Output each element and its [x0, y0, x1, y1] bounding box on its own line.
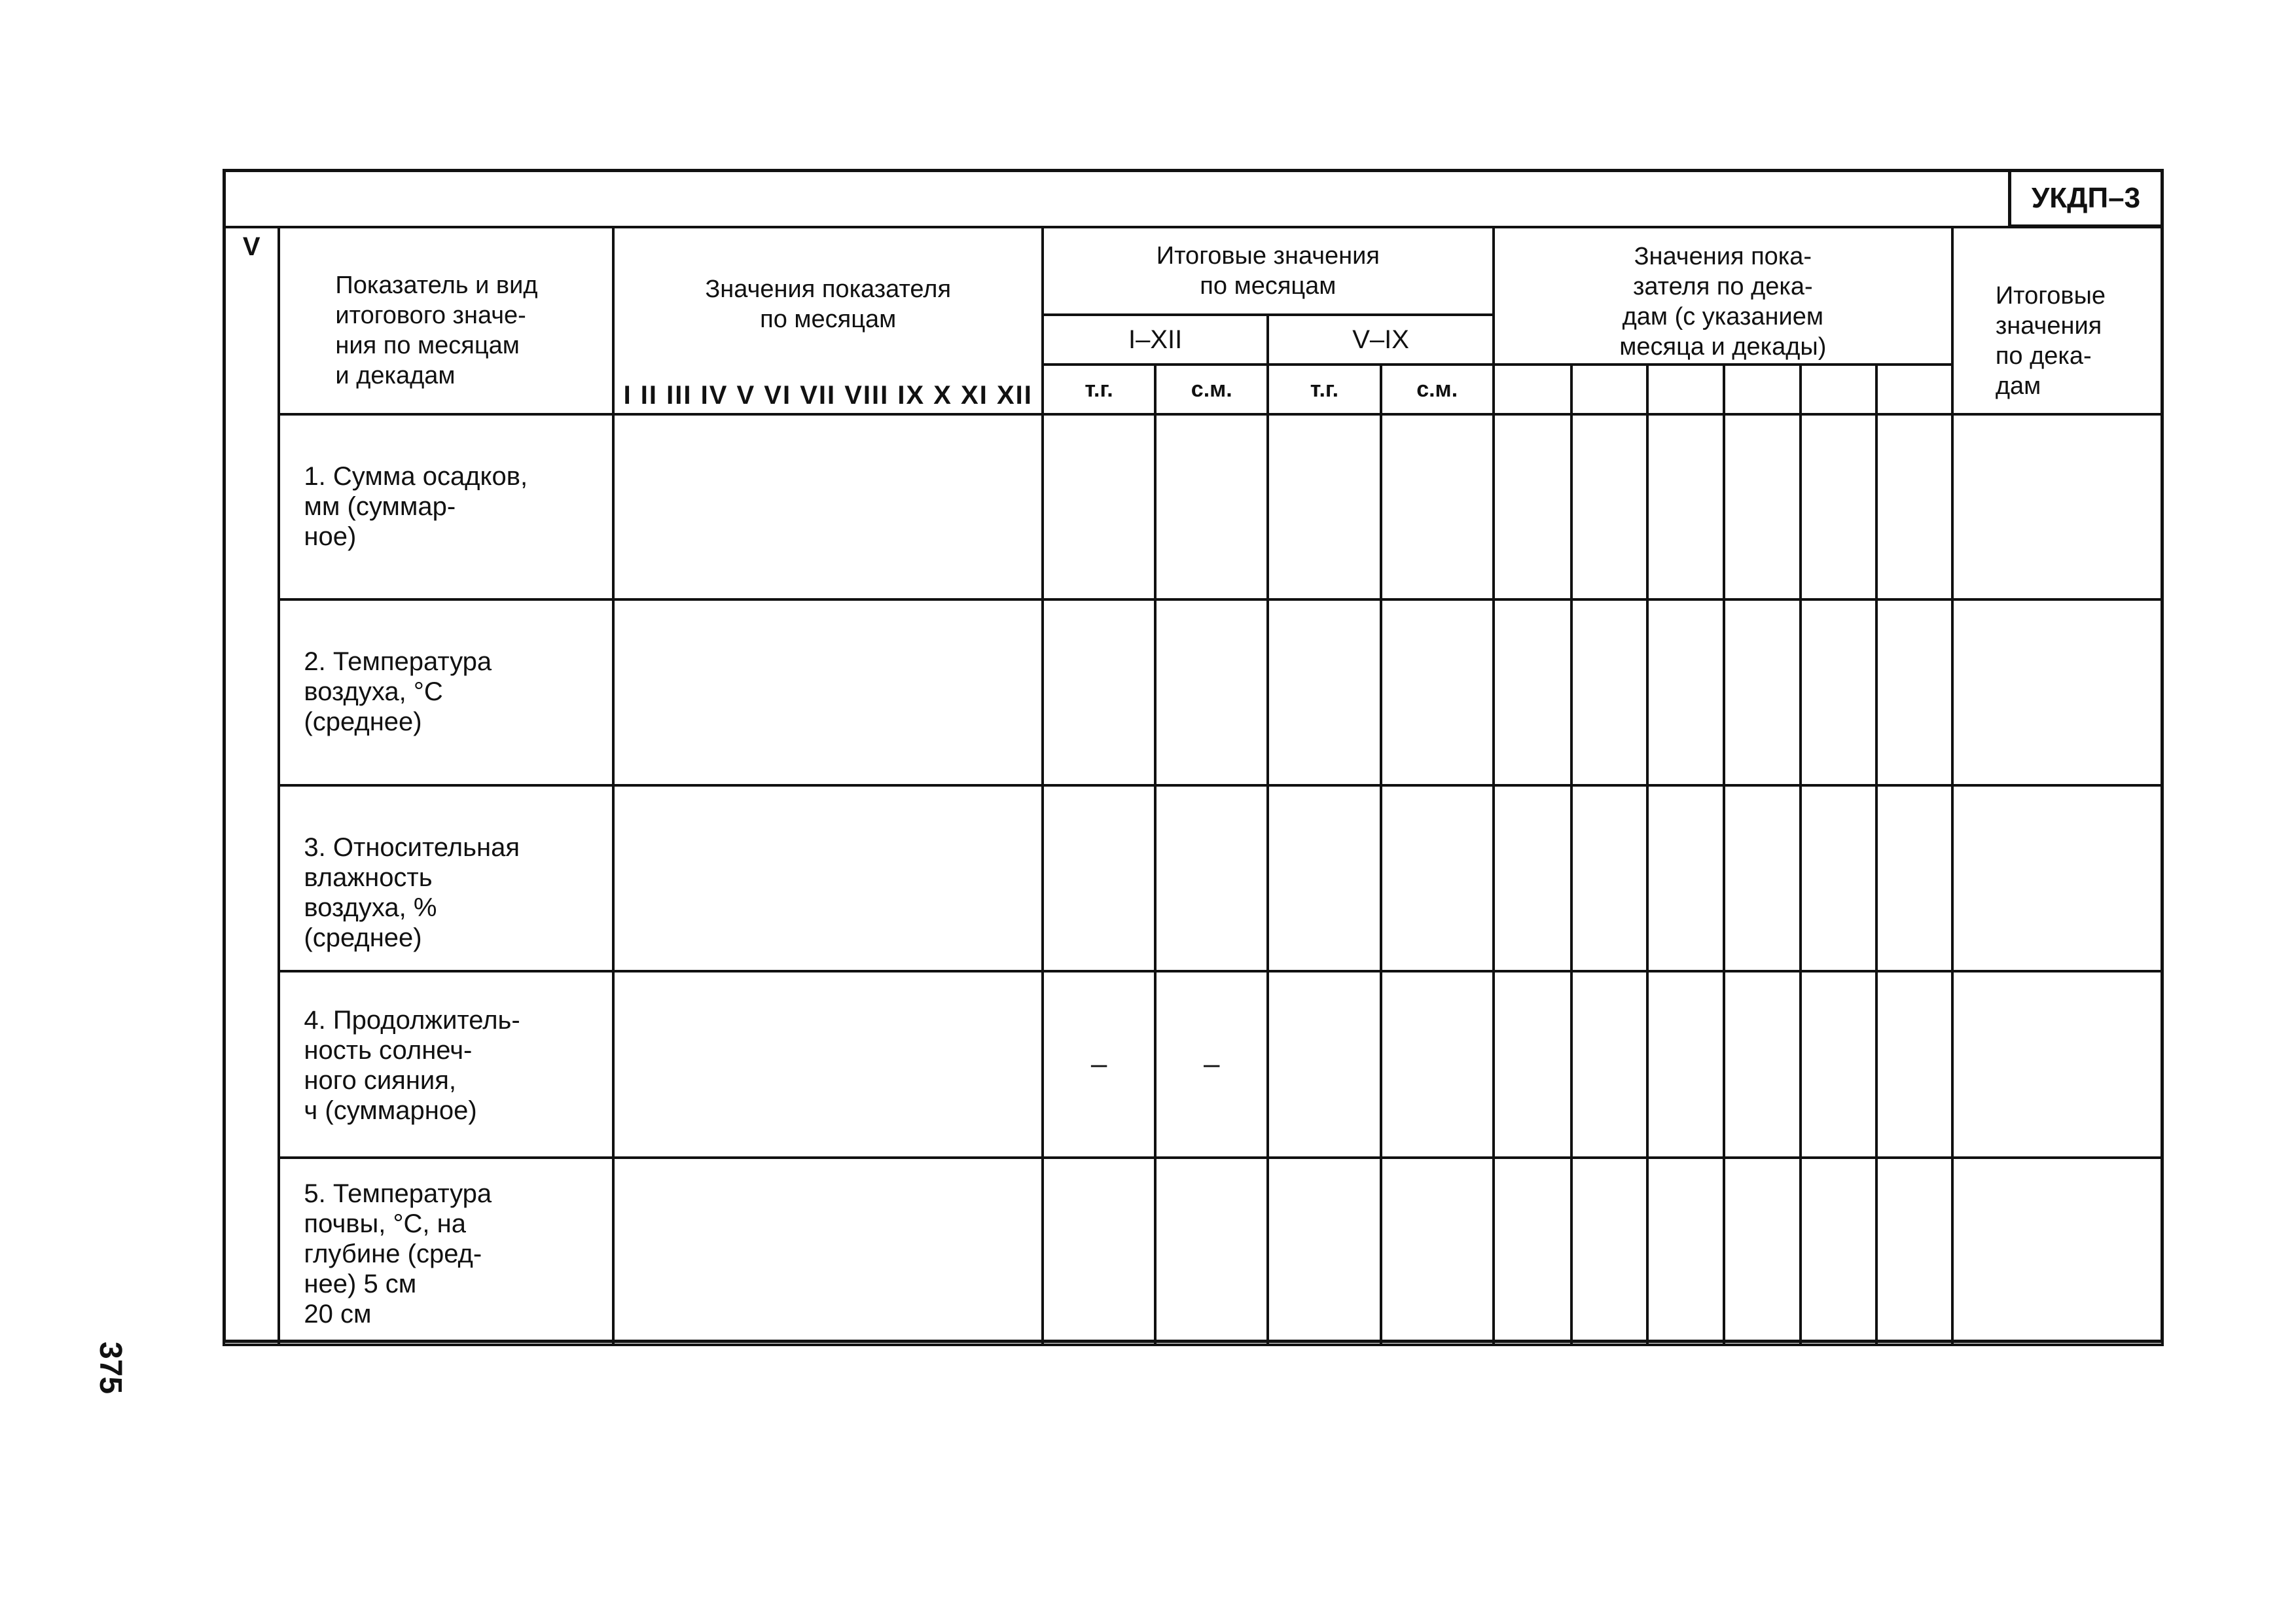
decade-cell — [1494, 1158, 1571, 1345]
table-row — [224, 599, 2162, 785]
header-indicator: Показатель и вид итогового значе- ния по месяцам и декадам — [279, 227, 613, 414]
decade-col-header — [1724, 365, 1801, 415]
decade-cell — [1571, 971, 1648, 1157]
decade-cell — [1876, 414, 1952, 599]
decade-cell — [1494, 971, 1571, 1157]
decade-cell — [1724, 1158, 1801, 1345]
header-totals-by-months: Итоговые значения по месяцам — [1043, 227, 1494, 315]
monthly-values-cell — [613, 414, 1042, 599]
decade-cell — [1876, 785, 1952, 971]
monthly-values-cell — [613, 971, 1042, 1157]
decade-cell — [1801, 414, 1877, 599]
tg-2-cell — [1268, 971, 1380, 1157]
decade-cell — [1724, 785, 1801, 971]
decade-cell — [1494, 414, 1571, 599]
sm-2-cell — [1381, 1158, 1494, 1345]
sm-2-cell — [1381, 414, 1494, 599]
tg-1-cell — [1043, 414, 1155, 599]
header-decade-values: Значения пока- зателя по дека- дам (с указанием месяца и декады) — [1494, 227, 1952, 365]
decade-cell — [1724, 414, 1801, 599]
header-monthly-values-title: Значения показателя по месяцам — [705, 276, 952, 333]
decade-cell — [1724, 971, 1801, 1157]
header-tg-2: т.г. — [1268, 365, 1380, 415]
decade-cell — [1801, 1158, 1877, 1345]
sm-2-cell — [1381, 599, 1494, 785]
form-code: УКДП–3 — [2008, 169, 2164, 228]
decade-cell — [1876, 599, 1952, 785]
decade-cell — [1876, 971, 1952, 1157]
decade-cell — [1876, 1158, 1952, 1345]
indicator-label: 1. Сумма осадков, мм (суммар- ное) — [279, 414, 613, 599]
decade-cell — [1647, 1158, 1724, 1345]
decade-col-header — [1571, 365, 1648, 415]
sm-1-cell — [1155, 414, 1268, 599]
header-decade-totals: Итоговые значения по дека- дам — [1952, 227, 2162, 414]
decade-col-header — [1801, 365, 1877, 415]
header-sm-1: с.м. — [1155, 365, 1268, 415]
decade-cell — [1647, 971, 1724, 1157]
tg-2-cell — [1268, 1158, 1380, 1345]
decade-col-header — [1494, 365, 1571, 415]
header-months-roman: I II III IV V VI VII VIII IX X XI XII — [623, 381, 1033, 410]
header-sm-2: с.м. — [1381, 365, 1494, 415]
decade-cell — [1571, 1158, 1648, 1345]
tg-1-cell — [1043, 599, 1155, 785]
decade-cell — [1724, 599, 1801, 785]
tg-1-cell — [1043, 785, 1155, 971]
monthly-values-cell — [613, 1158, 1042, 1345]
decade-col-header — [1876, 365, 1952, 415]
indicator-label: 2. Температура воздуха, °С (среднее) — [279, 599, 613, 785]
sm-2-cell — [1381, 785, 1494, 971]
table-row — [224, 1158, 2162, 1345]
section-label: V — [224, 227, 279, 1345]
data-table — [223, 226, 2164, 1346]
decade-cell — [1571, 414, 1648, 599]
decade-total-cell — [1952, 971, 2162, 1157]
decade-total-cell — [1952, 599, 2162, 785]
tg-2-cell — [1268, 599, 1380, 785]
tg-1-cell — [1043, 1158, 1155, 1345]
decade-cell — [1647, 785, 1724, 971]
indicator-label: 4. Продолжитель- ность солнеч- ного сияния, ч (суммарное) — [279, 971, 613, 1157]
sm-1-cell — [1155, 599, 1268, 785]
decade-total-cell — [1952, 414, 2162, 599]
decade-col-header — [1647, 365, 1724, 415]
table-row — [224, 785, 2162, 971]
header-range-v-ix: V–IX — [1268, 315, 1493, 364]
decade-cell — [1571, 599, 1648, 785]
sm-2-cell — [1381, 971, 1494, 1157]
tg-2-cell — [1268, 785, 1380, 971]
decade-cell — [1801, 785, 1877, 971]
decade-total-cell — [1952, 1158, 2162, 1345]
indicator-label: 5. Температура почвы, °С, на глубине (сред- нее) 5 см 20 см — [279, 1158, 613, 1345]
indicator-label: 3. Относительная влажность воздуха, % (среднее) — [279, 785, 613, 971]
header-monthly-values — [613, 227, 1042, 414]
decade-cell — [1801, 599, 1877, 785]
sm-1-cell — [1155, 1158, 1268, 1345]
table-row — [224, 414, 2162, 599]
decade-cell — [1571, 785, 1648, 971]
decade-cell — [1647, 414, 1724, 599]
sm-1-cell — [1155, 785, 1268, 971]
header-tg-1: т.г. — [1043, 365, 1155, 415]
sm-1-cell: – — [1155, 971, 1268, 1157]
header-range-i-xii: I–XII — [1043, 315, 1268, 364]
decade-cell — [1494, 785, 1571, 971]
table-row — [224, 971, 2162, 1157]
monthly-values-cell — [613, 599, 1042, 785]
tg-1-cell: – — [1043, 971, 1155, 1157]
decade-cell — [1801, 971, 1877, 1157]
form-document — [223, 169, 2164, 1343]
decade-cell — [1494, 599, 1571, 785]
monthly-values-cell — [613, 785, 1042, 971]
tg-2-cell — [1268, 414, 1380, 599]
decade-cell — [1647, 599, 1724, 785]
page-number: 375 — [93, 1342, 128, 1395]
decade-total-cell — [1952, 785, 2162, 971]
